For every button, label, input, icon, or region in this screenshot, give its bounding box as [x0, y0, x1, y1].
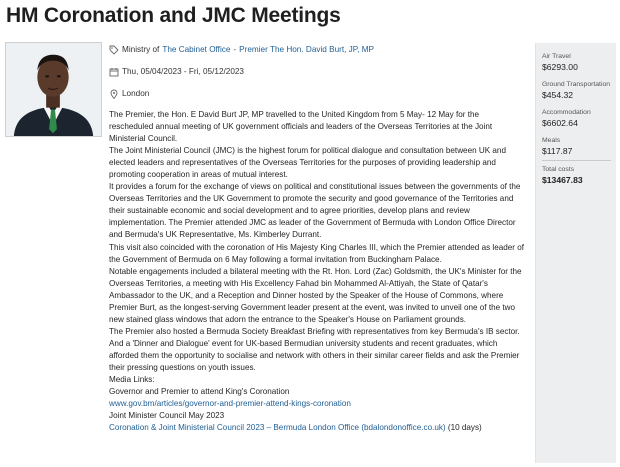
media-links-heading: Media Links: [109, 375, 155, 385]
ministry-row [109, 43, 525, 56]
paragraph-6: The Premier also hosted a Bermuda Society Breakfast Briefing with representatives from key Bermuda's IB sector. And a 'Dinner and Dialogue' event for UK-based Bermudian university students and recent graduates, which afforded them the opportunity to socialise and network with others in their similar career fields and ask the Premier their pressing questions on youth issues. [109, 326, 520, 372]
media-2-link[interactable]: Coronation & Joint Ministerial Council 2023 – Bermuda London Office (bdalondonoffice.co.uk) [109, 423, 446, 433]
person-link[interactable]: Premier The Hon. David Burt, JP, MP [239, 45, 375, 54]
ministry-label: Ministry of [122, 45, 160, 54]
cost-divider [542, 160, 611, 161]
cost-value: $6602.64 [542, 118, 578, 128]
cost-label: Meals [542, 137, 561, 144]
media-1-link[interactable]: www.gov.bm/articles/governor-and-premier-attend-kings-coronation [109, 399, 351, 409]
cost-label: Accommodation [542, 109, 591, 116]
premier-photo [5, 42, 102, 137]
paragraph-3: It provides a forum for the exchange of views on political and constitutional issues between the governments of the Overseas Territories and the UK Government to promote the security and good governance of the Territories and their sustainable economic and social development and to agree priorities, develop plans and review implementation. The Premier attended JMC as leader of the Government of Bermuda with London Office Director and Bermuda's UK Representative, Ms. Kimberley Durrant. [109, 182, 521, 240]
trip-details [109, 43, 525, 434]
paragraph-4: This visit also coincided with the coronation of His Majesty King Charles III, which the Premier attended as leader of the Government of Bermuda on 6 May following a formal invitation from Buckingham Palace. [109, 242, 525, 264]
location-row [109, 87, 525, 100]
dates-row [109, 65, 525, 78]
cost-label: Ground Transportation [542, 81, 611, 88]
cost-total-label: Total costs [542, 166, 575, 173]
cost-value: $117.87 [542, 146, 573, 156]
cost-meals [542, 137, 611, 156]
location-pin-icon [109, 89, 119, 99]
paragraph-2: The Joint Ministerial Council (JMC) is the highest forum for political dialogue and consultation between UK and elected leaders and representatives of the Overseas Territories for the purposes of providing leadership and promoting cooperation in areas of mutual interest. [109, 146, 506, 180]
meta-separator: - [233, 45, 237, 54]
trip-description [109, 109, 525, 434]
calendar-icon [109, 67, 119, 77]
cost-total-value: $13467.83 [542, 175, 583, 185]
cost-sidebar [535, 43, 616, 463]
cost-label: Air Travel [542, 53, 571, 60]
trip-dates: Thu, 05/04/2023 - Fri, 05/12/2023 [122, 67, 244, 76]
media-2-line [109, 422, 525, 434]
tag-icon [109, 45, 119, 55]
cost-air-travel [542, 53, 611, 72]
media-2-title: Joint Minister Council May 2023 [109, 411, 225, 421]
cost-ground-transportation [542, 81, 611, 100]
ministry-link[interactable]: The Cabinet Office [162, 45, 231, 54]
trip-location: London [122, 89, 150, 98]
paragraph-1: The Premier, the Hon. E David Burt JP, MP travelled to the United Kingdom from 5 May- 12 May for the rescheduled annual meeting of UK government officials and leaders of the Overseas Territories at the Joint Ministerial Council. [109, 110, 493, 144]
paragraph-5: Notable engagements included a bilateral meeting with the Rt. Hon. Lord (Zac) Goldsmith, the UK's Minister for the Overseas Territories, a meeting with His Excellency Fahad bin Mohammed Al-Attiyah, the State of Qatar's Ambassador to the UK, and a Reception and Dinner hosted by the Speaker of the House of Commons, where Premier Burt, as the longest-serving Government leader present at the event, was invited to unveil one of the two new stained glass windows that adorn the entrance to the Speaker's House on Parliament grounds. [109, 266, 522, 324]
cost-total [542, 166, 611, 185]
media-2-suffix: (10 days) [445, 423, 482, 433]
cost-value: $6293.00 [542, 62, 578, 72]
page-title: HM Coronation and JMC Meetings [6, 4, 341, 27]
cost-value: $454.32 [542, 90, 574, 100]
media-1-title: Governor and Premier to attend King's Coronation [109, 387, 290, 397]
cost-accommodation [542, 109, 611, 128]
